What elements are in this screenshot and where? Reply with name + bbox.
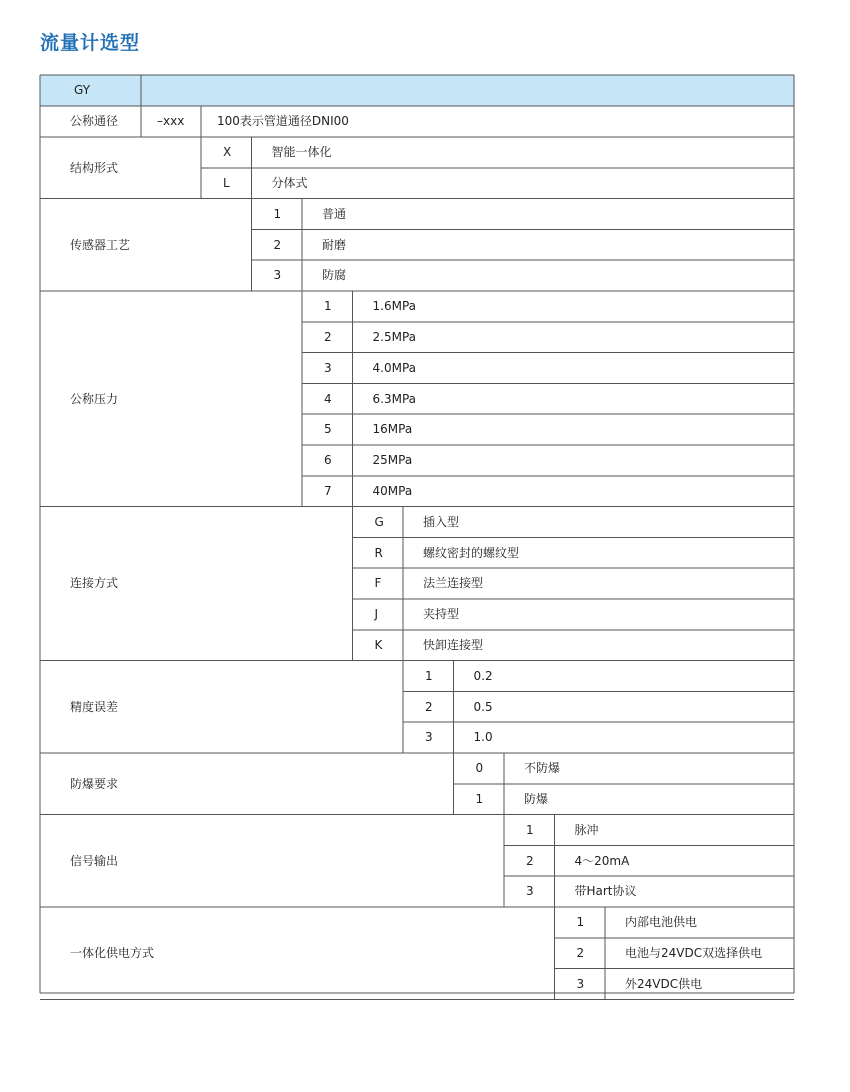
option-description: 分体式 bbox=[271, 176, 308, 190]
option-description: 普通 bbox=[322, 206, 347, 221]
option-description: 内部电池供电 bbox=[625, 915, 698, 930]
section-label: 精度误差 bbox=[70, 699, 119, 714]
option-description: 防爆 bbox=[524, 792, 549, 806]
option-code: 2 bbox=[324, 330, 332, 344]
option-description: 16MPa bbox=[372, 422, 413, 437]
model-code-cell: GY bbox=[74, 83, 91, 98]
table-grid bbox=[40, 75, 794, 993]
section-label: 连接方式 bbox=[70, 576, 119, 591]
section-label: 传感器工艺 bbox=[70, 237, 131, 252]
section-label: 信号输出 bbox=[70, 853, 119, 868]
option-description: 螺纹密封的螺纹型 bbox=[423, 545, 520, 560]
option-description: 防腐 bbox=[322, 268, 347, 283]
section-label: 结构形式 bbox=[70, 160, 119, 175]
option-code: G bbox=[374, 514, 384, 529]
option-description: 0.2 bbox=[473, 668, 493, 683]
option-description: 插入型 bbox=[423, 514, 460, 529]
diameter-label: 公称通径 bbox=[70, 114, 119, 129]
option-code: X bbox=[223, 145, 232, 160]
option-description: 1.6MPa bbox=[372, 299, 416, 314]
option-code: 0 bbox=[475, 761, 484, 776]
option-description: 电池与24VDC双选择供电 bbox=[625, 946, 763, 960]
option-description: 耐磨 bbox=[322, 237, 347, 252]
option-code: 2 bbox=[425, 699, 433, 714]
option-code: 1 bbox=[324, 299, 332, 314]
option-description: 脉冲 bbox=[574, 822, 599, 837]
section-label: 公称压力 bbox=[70, 391, 119, 406]
option-code: 2 bbox=[526, 853, 534, 868]
page-title: 流量计选型 bbox=[40, 32, 141, 54]
option-description: 6.3MPa bbox=[372, 391, 416, 406]
option-code: 3 bbox=[526, 884, 534, 899]
option-code: 3 bbox=[425, 730, 433, 745]
option-description: 25MPa bbox=[372, 453, 413, 468]
diameter-code: –xxx bbox=[157, 114, 185, 129]
option-code: 7 bbox=[324, 484, 332, 498]
option-code: 5 bbox=[324, 422, 332, 437]
selection-table bbox=[40, 75, 794, 993]
option-description: 快卸连接型 bbox=[423, 638, 484, 652]
option-code: 6 bbox=[324, 453, 332, 468]
option-code: R bbox=[374, 545, 383, 560]
diameter-description: 100表示管道通径DNI00 bbox=[217, 114, 349, 129]
option-code: 3 bbox=[576, 976, 585, 991]
option-code: L bbox=[223, 176, 230, 190]
option-code: 1 bbox=[475, 792, 484, 806]
option-description: 4～20mA bbox=[574, 853, 630, 868]
option-code: 1 bbox=[425, 668, 433, 683]
option-code: J bbox=[374, 607, 379, 622]
option-description: 外24VDC供电 bbox=[625, 976, 703, 991]
option-description: 智能一体化 bbox=[271, 145, 332, 160]
option-description: 夹持型 bbox=[423, 607, 460, 622]
option-description: 0.5 bbox=[473, 699, 493, 714]
option-code: 3 bbox=[273, 268, 282, 283]
option-description: 4.0MPa bbox=[372, 360, 416, 375]
option-code: 2 bbox=[273, 237, 282, 252]
option-code: 4 bbox=[324, 391, 332, 406]
option-description: 2.5MPa bbox=[372, 330, 416, 344]
option-code: 2 bbox=[576, 946, 585, 960]
option-description: 法兰连接型 bbox=[423, 576, 484, 591]
option-code: F bbox=[374, 576, 382, 591]
option-code: 1 bbox=[273, 206, 282, 221]
option-code: K bbox=[374, 638, 383, 652]
option-description: 不防爆 bbox=[524, 761, 561, 776]
option-description: 40MPa bbox=[372, 484, 413, 498]
section-label: 一体化供电方式 bbox=[70, 946, 155, 960]
option-description: 带Hart协议 bbox=[574, 884, 637, 899]
option-code: 1 bbox=[526, 822, 534, 837]
section-label: 防爆要求 bbox=[70, 776, 119, 791]
option-code: 3 bbox=[324, 360, 332, 375]
option-description: 1.0 bbox=[473, 730, 493, 745]
option-code: 1 bbox=[576, 915, 585, 930]
